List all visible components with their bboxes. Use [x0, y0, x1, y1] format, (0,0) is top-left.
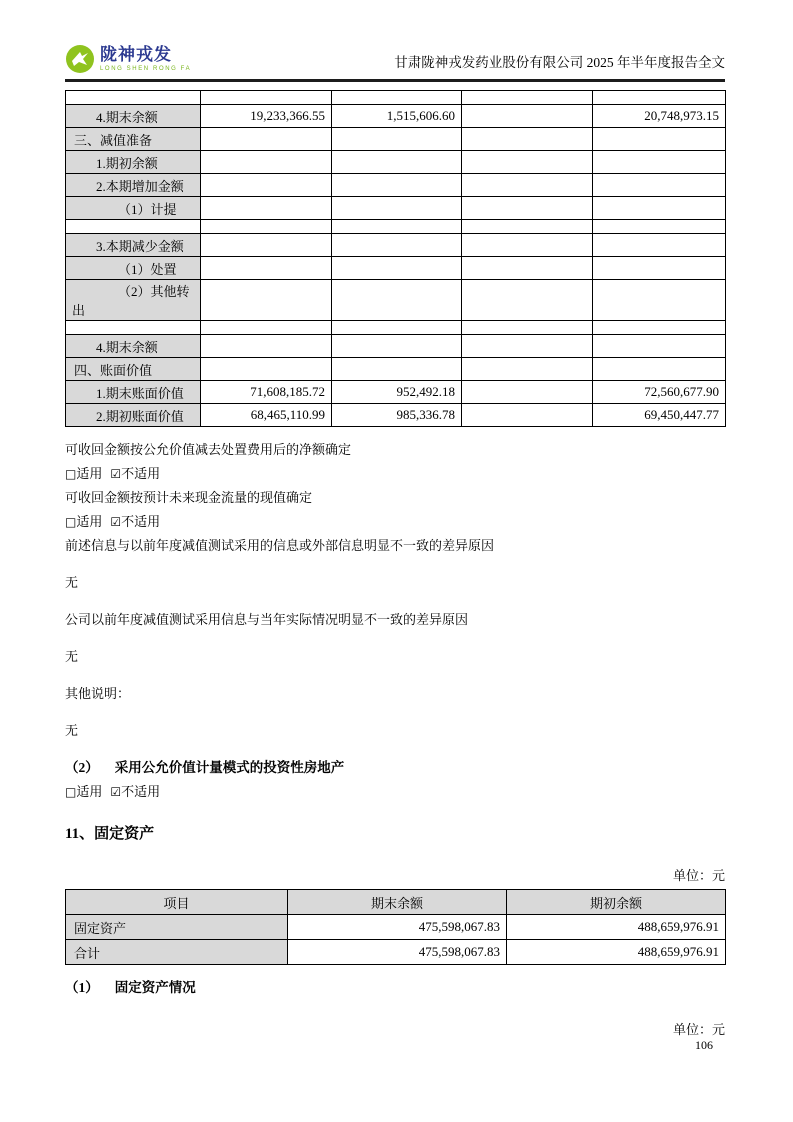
row-label-cell: （1）计提 [66, 197, 201, 220]
value-cell: 20,748,973.15 [593, 105, 726, 128]
value-cell [593, 321, 726, 335]
table-row [66, 174, 726, 197]
logo-text-block [100, 46, 191, 72]
value-cell: 19,233,366.55 [201, 105, 332, 128]
not-apply-label: 不适用 [121, 466, 161, 481]
row-label-cell: 2.期初账面价值 [66, 404, 201, 427]
not-apply-label: 不适用 [121, 784, 161, 799]
table-row [66, 197, 726, 220]
applicability-line [65, 513, 725, 531]
value-cell [462, 128, 593, 151]
value-cell [201, 358, 332, 381]
none-text: 无 [65, 575, 79, 590]
value-cell [332, 220, 462, 234]
row-label-cell [66, 220, 201, 234]
section-heading-fixed-assets-detail [65, 979, 725, 997]
value-cell [332, 174, 462, 197]
value-cell: 1,515,606.60 [332, 105, 462, 128]
row-label-cell: 3.本期减少金额 [66, 234, 201, 257]
table-row [66, 234, 726, 257]
value-cell [593, 257, 726, 280]
row-label-cell: 三、减值准备 [66, 128, 201, 151]
value-cell: 71,608,185.72 [201, 381, 332, 404]
unit-label: 单位：元 [672, 1022, 725, 1037]
checkbox-unchecked-icon: □ [65, 515, 77, 529]
applicability-line [65, 783, 725, 801]
page-number: 106 [695, 1038, 713, 1052]
table-row [66, 151, 726, 174]
none-text: 无 [65, 649, 79, 664]
value-cell [332, 257, 462, 280]
applicability-line [65, 465, 725, 483]
value-cell [332, 335, 462, 358]
checkbox-checked-icon: ☑ [110, 515, 122, 529]
row-label-cell: 固定资产 [66, 915, 288, 940]
value-cell [593, 151, 726, 174]
value-cell [332, 321, 462, 335]
company-logo [65, 44, 191, 74]
table-row [66, 257, 726, 280]
value-cell [593, 174, 726, 197]
table-row [66, 91, 726, 105]
column-header: 期末余额 [288, 890, 507, 915]
row-label-cell: 1.期末账面价值 [66, 381, 201, 404]
value-cell: 72,560,677.90 [593, 381, 726, 404]
logo-bird-icon [65, 44, 95, 74]
value-cell: 68,465,110.99 [201, 404, 332, 427]
value-cell [593, 220, 726, 234]
value-cell [332, 151, 462, 174]
checkbox-checked-icon: ☑ [110, 785, 122, 799]
table-row [66, 220, 726, 234]
value-cell: 985,336.78 [332, 404, 462, 427]
table-row [66, 321, 726, 335]
value-cell [593, 358, 726, 381]
other-notes-label: 其他说明： [65, 686, 131, 701]
table-row [66, 381, 726, 404]
value-cell [462, 91, 593, 105]
value-cell [332, 234, 462, 257]
apply-label: 适用 [76, 514, 103, 529]
fixed-assets-table [65, 889, 726, 965]
table-row [66, 940, 726, 965]
value-cell [462, 151, 593, 174]
value-cell [593, 128, 726, 151]
section-title: 固定资产情况 [114, 980, 196, 995]
value-cell [332, 128, 462, 151]
value-cell [201, 151, 332, 174]
impairment-table-body [66, 91, 726, 427]
row-label-cell: 四、账面价值 [66, 358, 201, 381]
section-title: 采用公允价值计量模式的投资性房地产 [114, 760, 345, 775]
note-prior-test-diff: 公司以前年度减值测试采用信息与当年实际情况明显不一致的差异原因 [65, 612, 469, 627]
note-recoverable-cash-flow: 可收回金额按预计未来现金流量的现值确定 [65, 490, 313, 505]
value-cell [593, 197, 726, 220]
value-cell: 488,659,976.91 [507, 940, 726, 965]
table-row [66, 280, 726, 321]
section-number: （1） [65, 980, 99, 995]
value-cell [462, 381, 593, 404]
value-cell [332, 280, 462, 321]
apply-label: 适用 [76, 784, 103, 799]
row-label-cell: 1.期初余额 [66, 151, 201, 174]
table-row [66, 335, 726, 358]
table-row [66, 105, 726, 128]
none-text: 无 [65, 723, 79, 738]
value-cell [201, 197, 332, 220]
value-cell [462, 234, 593, 257]
value-cell: 475,598,067.83 [288, 915, 507, 940]
value-cell [593, 91, 726, 105]
checkbox-checked-icon: ☑ [110, 467, 122, 481]
table-row [66, 404, 726, 427]
brand-name-cn: 陇神戎发 [100, 45, 172, 64]
column-header: 项目 [66, 890, 288, 915]
row-label-cell: （2）其他转出 [66, 280, 201, 321]
row-label-cell: 4.期末余额 [66, 335, 201, 358]
value-cell [201, 257, 332, 280]
table-row [66, 358, 726, 381]
value-cell [332, 91, 462, 105]
note-recoverable-fair-value: 可收回金额按公允价值减去处置费用后的净额确定 [65, 442, 352, 457]
header-divider [65, 79, 725, 82]
report-title: 甘肃陇神戎发药业股份有限公司 2025 年半年度报告全文 [394, 55, 725, 70]
impairment-table [65, 90, 726, 427]
value-cell [201, 220, 332, 234]
value-cell [462, 220, 593, 234]
value-cell [462, 257, 593, 280]
value-cell [201, 321, 332, 335]
value-cell: 475,598,067.83 [288, 940, 507, 965]
table-row [66, 915, 726, 940]
row-label-cell [66, 91, 201, 105]
value-cell [462, 174, 593, 197]
value-cell [201, 174, 332, 197]
value-cell [462, 197, 593, 220]
value-cell [332, 197, 462, 220]
page-header [65, 0, 725, 74]
section-number: （2） [65, 760, 99, 775]
value-cell: 69,450,447.77 [593, 404, 726, 427]
fixed-assets-table-head [66, 890, 726, 915]
not-apply-label: 不适用 [121, 514, 161, 529]
apply-label: 适用 [76, 466, 103, 481]
checkbox-unchecked-icon: □ [65, 785, 77, 799]
value-cell [593, 335, 726, 358]
value-cell [201, 280, 332, 321]
value-cell [201, 234, 332, 257]
note-prior-info-diff: 前述信息与以前年度减值测试采用的信息或外部信息明显不一致的差异原因 [65, 538, 495, 553]
table-header-row [66, 890, 726, 915]
value-cell [201, 335, 332, 358]
value-cell [201, 128, 332, 151]
value-cell [462, 335, 593, 358]
unit-label: 单位：元 [672, 868, 725, 883]
value-cell: 952,492.18 [332, 381, 462, 404]
value-cell: 488,659,976.91 [507, 915, 726, 940]
value-cell [332, 358, 462, 381]
value-cell [593, 234, 726, 257]
row-label-cell: 4.期末余额 [66, 105, 201, 128]
row-label-cell: 合计 [66, 940, 288, 965]
value-cell [462, 105, 593, 128]
table-row [66, 128, 726, 151]
row-label-cell: （1）处置 [66, 257, 201, 280]
value-cell [462, 358, 593, 381]
page-content [65, 90, 725, 1039]
value-cell [462, 321, 593, 335]
row-label-cell: 2.本期增加金额 [66, 174, 201, 197]
value-cell [593, 280, 726, 321]
value-cell [201, 91, 332, 105]
fixed-assets-table-body [66, 915, 726, 965]
column-header: 期初余额 [507, 890, 726, 915]
value-cell [462, 280, 593, 321]
checkbox-unchecked-icon: □ [65, 467, 77, 481]
brand-name-en: LONG SHEN RONG FA [100, 66, 192, 72]
section-heading-fixed-assets: 11、固定资产 [65, 826, 155, 842]
row-label-cell [66, 321, 201, 335]
value-cell [462, 404, 593, 427]
section-heading-investment-property [65, 759, 725, 777]
